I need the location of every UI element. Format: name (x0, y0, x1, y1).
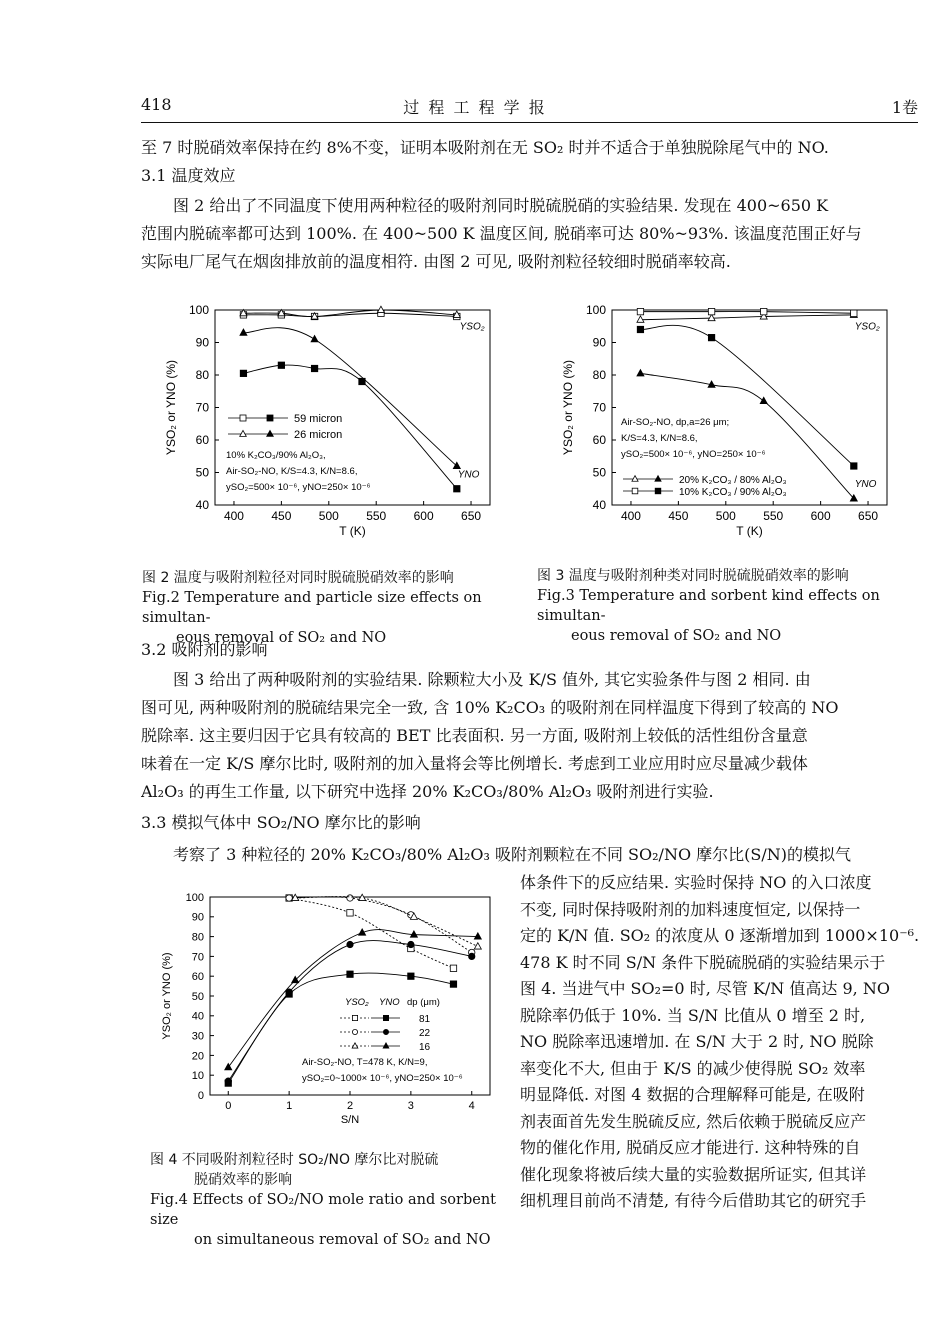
y-tick-label: 50 (592, 465, 606, 480)
x-tick-label: 650 (858, 509, 879, 523)
paragraph-3-3-side (520, 870, 918, 1215)
y-tick-label: 40 (191, 1010, 204, 1023)
data-point (347, 895, 353, 901)
data-point (240, 370, 246, 376)
legend-marker (383, 1015, 388, 1020)
data-point (410, 931, 417, 937)
data-point (453, 462, 460, 468)
legend-label: 16 (419, 1042, 431, 1053)
legend-marker (267, 415, 273, 421)
text-line: 脱除率仍低于 10%. 当 S/N 比值从 0 增至 2 时, (520, 1005, 866, 1025)
series-line (640, 312, 853, 314)
text-line: NO 脱除率迅速增加. 在 S/N 大于 2 时, NO 脱除 (520, 1032, 874, 1051)
x-tick-label: 500 (715, 509, 736, 523)
text-line: 体条件下的反应结果. 实验时保持 NO 的入口浓度 (520, 873, 872, 892)
legend-marker (267, 430, 274, 436)
y-tick-label: 100 (185, 891, 204, 904)
fig4-chart (150, 885, 510, 1135)
y-tick-label: 80 (195, 368, 209, 383)
legend-marker (352, 1043, 358, 1048)
text-line: 味着在一定 K/S 摩尔比时, 吸附剂的加入量将会等比例增长. 考虑到工业应用时应尽量减少载体 (141, 754, 808, 773)
text-line: 实际电厂尾气在烟囱排放前的温度相符. 由图 2 可见, 吸附剂粒径较细时脱硝率较高. (141, 252, 731, 271)
fig4-caption (150, 1150, 510, 1250)
fig2-caption-en: Fig.2 Temperature and particle size effects on simultan- (142, 590, 482, 626)
text-line: 明显降低. 对图 4 数据的合理解释可能是, 在吸附 (520, 1085, 865, 1104)
data-point (377, 306, 384, 312)
y-tick-label: 60 (195, 433, 209, 448)
series-line (289, 898, 453, 968)
fig4-caption-cn-2: 脱硝效率的影响 (194, 1172, 292, 1188)
section-heading-3-3: 3.3 模拟气体中 SO₂/NO 摩尔比的影响 (141, 813, 421, 832)
legend-label: 26 micron (294, 429, 343, 441)
section-heading-3-2: 3.2 吸附剂的影响 (141, 640, 268, 659)
text-line: 定的 K/N 值. SO₂ 的浓度从 0 逐渐增加到 1000×10⁻⁶. (520, 926, 920, 945)
data-point (708, 314, 715, 320)
text-line: 范围内脱硫率都可达到 100%. 在 400~500 K 温度区间, 脱硝率可达 80%~93%. 该温度范围正好与 (141, 224, 862, 243)
text-line: 图 4. 当进气中 SO₂=0 时, 尽管 K/N 值高达 9, NO (520, 979, 890, 998)
x-axis-label: S/N (340, 1114, 360, 1126)
x-tick-label: 0 (225, 1100, 232, 1112)
series-line (243, 328, 456, 466)
x-tick-label: 1 (286, 1100, 293, 1112)
y-tick-label: 20 (191, 1050, 204, 1063)
y-tick-label: 70 (195, 400, 209, 415)
fig3-caption-en: Fig.3 Temperature and sorbent kind effects on simultan- (537, 588, 880, 624)
legend-marker (240, 430, 247, 436)
y-tick-label: 80 (191, 931, 204, 944)
text-line: 至 7 时脱硝效率保持在约 8%不变，证明本吸附剂在无 SO₂ 时并不适合于单独脱除尾气中的 NO. (141, 138, 829, 157)
y-tick-label: 50 (191, 990, 204, 1003)
y-tick-label: 40 (195, 498, 209, 513)
x-tick-label: 400 (620, 509, 641, 523)
y-tick-label: 100 (585, 303, 606, 318)
y-axis-label: YSO₂ or YNO (%) (161, 952, 173, 1040)
text-line: 细机理目前尚不清楚, 有待今后借助其它的研究手 (520, 1191, 867, 1210)
fig4-caption-en-2: on simultaneous removal of SO₂ and NO (194, 1232, 491, 1248)
legend-label: 20% K₂CO₃ / 80% Al₂O₃ (679, 475, 787, 486)
y-tick-label: 90 (592, 335, 606, 350)
x-tick-label: 600 (810, 509, 831, 523)
x-tick-label: 4 (468, 1100, 475, 1112)
y-tick-label: 30 (191, 1030, 204, 1043)
volume-label: 1卷 (891, 98, 918, 117)
intro-paragraph (141, 134, 918, 162)
series-line (640, 315, 853, 320)
paragraph-3-1 (141, 192, 918, 276)
data-point (311, 335, 318, 341)
text-line: 催化现象将被后续大量的实验数据所证实, 但其详 (520, 1164, 867, 1184)
legend-label: 10% K₂CO₃ / 90% Al₂O₃ (679, 487, 787, 498)
y-tick-label: 60 (191, 971, 204, 984)
x-tick-label: 450 (271, 509, 292, 523)
data-point (408, 941, 414, 947)
series-line (640, 325, 853, 466)
text-line: 图 2 给出了不同温度下使用两种粒径的吸附剂同时脱硫脱硝的实验结果. 发现在 400~650 K (141, 196, 829, 215)
legend-marker (655, 476, 661, 482)
legend-marker (352, 1029, 357, 1034)
x-tick-label: 3 (407, 1100, 414, 1112)
series-line (243, 310, 456, 317)
x-tick-label: 500 (318, 509, 339, 523)
x-axis-label: T (K) (736, 524, 763, 538)
chart-annotation: K/S=4.3, K/N=8.6, (621, 433, 698, 444)
series-line (243, 313, 456, 316)
data-point (708, 308, 714, 314)
fig3-caption-cn: 图 3 温度与吸附剂种类对同时脱硫脱硝效率的影响 (537, 568, 849, 584)
data-point (347, 910, 353, 916)
data-point (450, 981, 456, 987)
text-line: 考察了 3 种粒径的 20% K₂CO₃/80% Al₂O₃ 吸附剂颗粒在不同 SO₂/NO 摩尔比(S/N)的模拟气 (141, 845, 851, 864)
data-point (851, 463, 857, 469)
data-point (454, 486, 460, 492)
chart-annotation: 10% K₂CO₃/90% Al₂O₃, (226, 450, 326, 461)
data-point (637, 326, 643, 332)
data-point (469, 953, 475, 959)
chart-annotation: Air-SO₂-NO, K/S=4.3, K/N=8.6, (226, 466, 358, 477)
y-axis-label: YSO₂ or YNO (%) (164, 359, 178, 456)
text-line: 脱除率. 这主要归因于它具有较高的 BET 比表面积. 另一方面, 吸附剂上较低的活性组份含量意 (141, 726, 808, 745)
y-tick-label: 70 (592, 400, 606, 415)
x-tick-label: 550 (366, 509, 387, 523)
chart-annotation: ySO₂=0~1000× 10⁻⁶, yNO=250× 10⁻⁶ (302, 1073, 463, 1084)
legend-label: 22 (419, 1028, 431, 1039)
data-point (474, 943, 481, 949)
curve-label-no: YNO (457, 469, 480, 481)
data-point (240, 329, 247, 335)
x-tick-label: 2 (346, 1100, 354, 1112)
legend-marker (240, 415, 246, 421)
data-point (474, 933, 481, 939)
fig2-caption (142, 568, 522, 648)
data-point (761, 308, 767, 314)
y-tick-label: 80 (592, 368, 606, 383)
legend-marker (352, 1015, 357, 1020)
fig3-caption (537, 566, 927, 646)
legend-marker (632, 476, 638, 482)
series-line (289, 897, 472, 953)
curve-label-so2: YSO₂ (854, 321, 880, 333)
data-point (637, 308, 643, 314)
journal-title: 过 程 工 程 学 报 (403, 98, 547, 117)
y-tick-label: 70 (191, 951, 204, 964)
x-tick-label: 600 (413, 509, 434, 523)
data-point (347, 941, 353, 947)
legend-marker (632, 488, 638, 494)
text-line: 率变化不大, 但由于 K/S 的减少使得脱 SO₂ 效率 (520, 1058, 866, 1078)
y-tick-label: 40 (592, 498, 606, 513)
x-tick-label: 400 (223, 509, 244, 523)
header-rule (141, 122, 918, 123)
data-point (278, 362, 284, 368)
data-point (286, 895, 292, 901)
y-tick-label: 0 (197, 1089, 204, 1102)
data-point (450, 965, 456, 971)
fig2-chart (140, 290, 520, 560)
chart-annotation: ySO₂=500× 10⁻⁶, yNO=250× 10⁻⁶ (226, 482, 371, 493)
y-tick-label: 90 (195, 335, 209, 350)
text-line: 不变, 同时保持吸附剂的加料速度恒定, 以保持一 (520, 899, 861, 919)
fig2-caption-en-2: eous removal of SO₂ and NO (176, 630, 387, 646)
data-point (408, 973, 414, 979)
y-axis-label: YSO₂ or YNO (%) (561, 359, 575, 456)
chart-annotation: Air-SO₂-NO, T=478 K, K/N=9, (302, 1057, 428, 1068)
legend-header-so2: YSO₂ (345, 997, 369, 1008)
data-point (760, 397, 767, 403)
data-point (637, 316, 644, 322)
fig3-caption-en-2: eous removal of SO₂ and NO (571, 628, 782, 644)
text-line: 剂表面首先发生脱硫反应, 然后依赖于脱硫反应产 (520, 1111, 867, 1131)
y-tick-label: 50 (195, 465, 209, 480)
data-point (637, 370, 644, 376)
x-tick-label: 550 (763, 509, 784, 523)
page-number: 418 (141, 95, 172, 114)
data-point (311, 365, 317, 371)
x-tick-label: 450 (668, 509, 689, 523)
curve-label-no: YNO (854, 479, 877, 491)
y-tick-label: 60 (592, 433, 606, 448)
legend-label: 81 (419, 1014, 431, 1025)
legend-header-no: YNO (379, 997, 400, 1008)
x-axis-label: T (K) (339, 524, 366, 538)
paragraph-3-2 (141, 666, 918, 806)
text-line: 图可见, 两种吸附剂的脱硫结果完全一致, 含 10% K₂CO₃ 的吸附剂在同样温度下得到了较高的 NO (141, 698, 839, 717)
chart-annotation: ySO₂=500× 10⁻⁶, yNO=250× 10⁻⁶ (621, 449, 766, 460)
y-tick-label: 90 (191, 911, 204, 924)
legend-marker (383, 1043, 389, 1048)
chart-annotation: Air-SO₂-NO, dp,a=26 μm; (621, 417, 730, 428)
curve-label-so2: YSO₂ (459, 321, 485, 333)
y-tick-label: 100 (188, 303, 209, 318)
paragraph-3-3-first (141, 841, 918, 869)
y-tick-label: 10 (191, 1070, 204, 1083)
fig2-caption-cn: 图 2 温度与吸附剂粒径对同时脱硫脱硝效率的影响 (142, 570, 454, 586)
text-line: 478 K 时不同 S/N 条件下脱硫脱硝的实验结果示于 (520, 952, 886, 972)
fig4-caption-en: Fig.4 Effects of SO₂/NO mole ratio and sorbent size (150, 1192, 496, 1228)
section-heading-3-1: 3.1 温度效应 (141, 166, 236, 185)
fig3-chart (537, 290, 927, 560)
text-line: 图 3 给出了两种吸附剂的实验结果. 除颗粒大小及 K/S 值外, 其它实验条件与图 2 相同. 由 (141, 670, 811, 689)
legend-header-dp: dp (μm) (407, 997, 440, 1008)
text-line: 物的催化作用, 脱硝反应才能进行. 这种特殊的自 (520, 1138, 861, 1157)
data-point (225, 1078, 231, 1084)
legend-marker (383, 1029, 388, 1034)
data-point (708, 334, 714, 340)
legend-marker (655, 488, 661, 494)
series-line (295, 897, 478, 947)
data-point (347, 971, 353, 977)
data-point (851, 310, 857, 316)
legend-label: 59 micron (294, 413, 343, 425)
fig4-caption-cn: 图 4 不同吸附剂粒径时 SO₂/NO 摩尔比对脱硫 (150, 1152, 439, 1168)
text-line: Al₂O₃ 的再生工作量, 以下研究中选择 20% K₂CO₃/80% Al₂O₃ 吸附剂进行实验. (141, 782, 714, 801)
x-tick-label: 650 (461, 509, 482, 523)
